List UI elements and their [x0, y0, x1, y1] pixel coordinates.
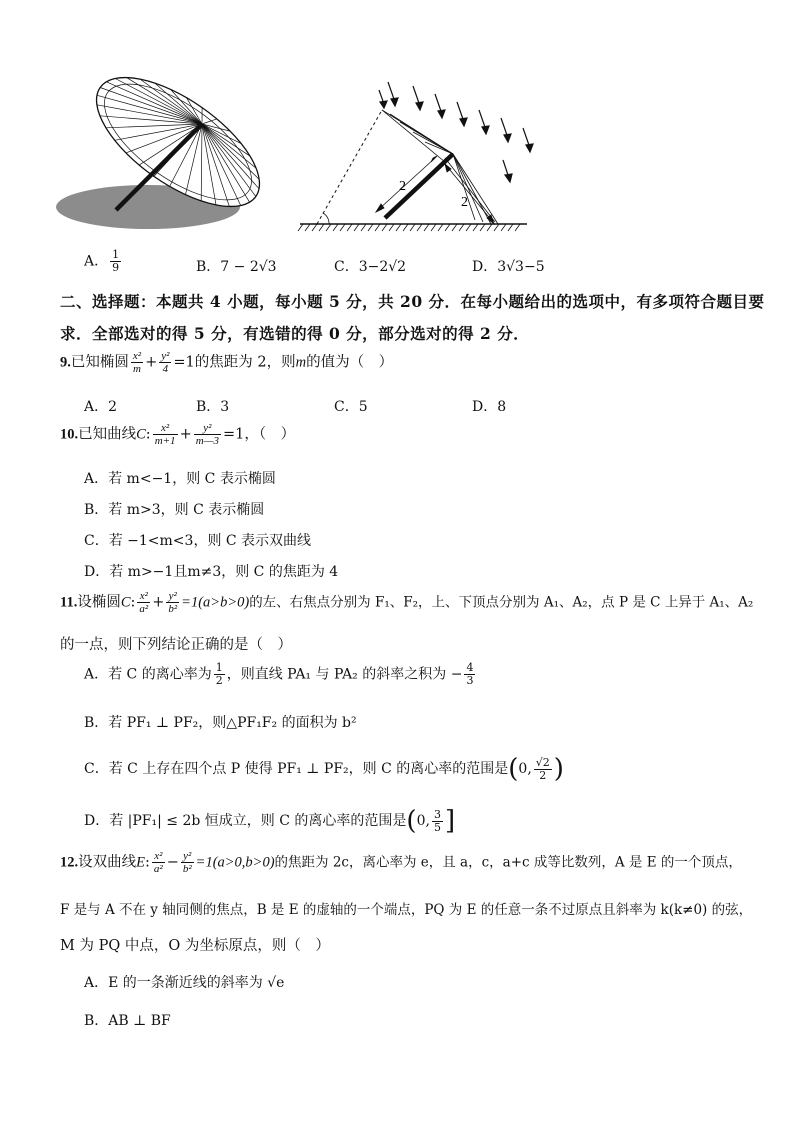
q10-option-b[interactable]: B．若 m>3，则 C 表示椭圆 — [84, 502, 265, 518]
equation-condition: =1(a>b>0) — [181, 594, 250, 611]
ground-hatch-mark — [305, 224, 310, 231]
ground-hatch-mark — [375, 224, 380, 231]
question-text: 的左、右焦点分别为 F₁、F₂，上、下顶点分别为 A₁、A₂，点 P 是 C 上异于 A₁、A₂ — [249, 594, 754, 611]
option-text: A．若 C 的离心率为 — [84, 666, 212, 683]
q9-option-a[interactable]: A．2 — [84, 399, 118, 415]
ground-hatch-mark — [473, 224, 478, 231]
fraction-denominator: b² — [182, 863, 192, 875]
fraction-denominator: m — [132, 363, 141, 375]
q10-option-c[interactable]: C．若 −1<m<3，则 C 表示双曲线 — [84, 533, 312, 549]
ground-hatch-mark — [368, 224, 373, 231]
fraction-denominator: 5 — [433, 820, 441, 834]
option-label: A． — [84, 253, 109, 270]
colon: : — [144, 854, 150, 871]
ground-hatch-mark — [340, 224, 345, 231]
option-text: C．若 C 上存在四个点 P 使得 PF₁ ⊥ PF₂，则 C 的离心率的范围是 — [84, 761, 509, 777]
sunlight-arrows — [379, 82, 533, 182]
question-9 — [60, 350, 393, 375]
q8-option-b[interactable]: B．7 − 2√3 — [196, 259, 277, 275]
umbrella-pole — [385, 154, 453, 218]
shadow-ray — [317, 110, 382, 224]
q9-option-c[interactable]: C．5 — [334, 399, 368, 415]
dimension-label-right: 2 — [461, 195, 468, 210]
question-number: 11. — [60, 594, 78, 611]
q11-option-b[interactable]: B．若 PF₁ ⊥ PF₂，则△PF₁F₂ 的面积为 b² — [84, 715, 357, 731]
fraction-numerator: 1 — [112, 248, 120, 261]
ground-hatch-mark — [466, 224, 471, 231]
interval-low: 0, — [416, 813, 430, 829]
ground-hatch-mark — [382, 224, 387, 231]
question-text: 的值为（ ） — [306, 354, 394, 371]
q8-option-d[interactable]: D．3√3−5 — [472, 259, 545, 275]
ground-hatch-mark — [452, 224, 457, 231]
dimension-label-left: 2 — [399, 179, 406, 194]
minus-sign: − — [166, 854, 179, 871]
ground-hatch-mark — [410, 224, 415, 231]
ground-hatch-mark — [354, 224, 359, 231]
ground-hatch-mark — [312, 224, 317, 231]
colon: : — [130, 594, 136, 611]
question-text: 的焦距为 2c，离心率为 e，且 a，c，a+c 成等比数列，A 是 E 的一个顶点， — [274, 854, 742, 871]
fraction-numerator: y² — [181, 850, 194, 863]
section-heading-line1: 二、选择题：本题共 4 小题，每小题 5 分，共 20 分．在每小题给出的选项中，有多项符合题目要 — [60, 292, 765, 311]
fraction-numerator: x² — [153, 422, 178, 435]
ground-hatch-mark — [515, 224, 520, 231]
ground-hatch-mark — [326, 224, 331, 231]
ground-hatch-mark — [298, 224, 303, 231]
q12-option-b[interactable]: B．AB ⊥ BF — [84, 1013, 171, 1029]
question-11-line2: 的一点，则下列结论正确的是（ ） — [60, 637, 292, 653]
ground-hatch-mark — [508, 224, 513, 231]
fraction-denominator: 4 — [162, 363, 169, 375]
q9-option-b[interactable]: B．3 — [196, 399, 230, 415]
q11-option-c[interactable] — [84, 754, 564, 784]
fraction-denominator: a² — [139, 603, 149, 615]
question-text: 的焦距为 2，则 — [194, 354, 296, 371]
fraction-denominator: m+1 — [154, 435, 176, 447]
fraction-denominator: 9 — [112, 261, 120, 274]
ground-hatch-mark — [480, 224, 485, 231]
equals: =1 — [173, 354, 195, 371]
variable: E — [136, 854, 145, 871]
question-12 — [60, 850, 742, 875]
q12-option-a[interactable]: A．E 的一条渐近线的斜率为 √e — [84, 975, 285, 991]
fraction-denominator: b² — [168, 603, 178, 615]
equation-condition: =1(a>0,b>0) — [195, 854, 275, 871]
fraction-numerator: y² — [194, 422, 221, 435]
colon: : — [145, 426, 151, 443]
plus-sign: + — [152, 594, 165, 611]
plus-sign: + — [179, 426, 192, 443]
variable: C — [136, 426, 146, 443]
fraction-denominator: 3 — [466, 674, 474, 687]
ground-hatch-mark — [403, 224, 408, 231]
angle-arc — [323, 213, 329, 224]
ground-hatch-mark — [501, 224, 506, 231]
fraction-numerator: x² — [152, 850, 165, 863]
ground-hatch-mark — [347, 224, 352, 231]
ground-hatch-mark — [438, 224, 443, 231]
q11-option-d[interactable] — [84, 806, 455, 836]
open-paren: ( — [508, 754, 519, 784]
question-number: 10. — [60, 426, 79, 443]
ground-hatch-mark — [396, 224, 401, 231]
q11-option-a[interactable] — [84, 662, 477, 687]
close-paren: ) — [553, 754, 564, 784]
question-number: 12. — [60, 854, 79, 871]
fraction-denominator: 2 — [215, 674, 223, 687]
ground-hatch-mark — [431, 224, 436, 231]
ground-hatch-mark — [319, 224, 324, 231]
option-text: D．若 |PF₁| ≤ 2b 恒成立，则 C 的离心率的范围是 — [84, 813, 407, 829]
ground-hatch-mark — [361, 224, 366, 231]
umbrella-figure-left — [50, 70, 265, 240]
variable: m — [295, 354, 307, 371]
ground-hatch-mark — [459, 224, 464, 231]
ground-hatch-mark — [487, 224, 492, 231]
fraction-denominator: m—3 — [195, 435, 219, 447]
open-paren: ( — [406, 806, 417, 836]
question-text: 设双曲线 — [78, 854, 137, 871]
variable: C — [120, 594, 131, 611]
question-text: 已知椭圆 — [70, 354, 129, 371]
fraction-numerator: x² — [132, 350, 142, 362]
question-12-line2: F 是与 A 不在 y 轴同侧的焦点，B 是 E 的虚轴的一个端点，PQ 为 E 的任意一条不过原点且斜率为 k(k≠0) 的弦， — [60, 902, 753, 918]
option-text: ，则直线 PA₁ 与 PA₂ 的斜率之积为 − — [226, 666, 463, 683]
section-heading-line2: 求．全部选对的得 5 分，有选错的得 0 分，部分选对的得 2 分． — [60, 324, 530, 343]
fraction-numerator: 4 — [466, 661, 474, 674]
question-10 — [60, 422, 295, 447]
close-bracket: ] — [444, 806, 456, 836]
fraction-denominator: a² — [153, 863, 163, 875]
fraction-numerator: 3 — [433, 807, 441, 821]
plus-sign: + — [145, 354, 158, 371]
ground-hatch-mark — [445, 224, 450, 231]
q8-option-a[interactable] — [84, 249, 123, 274]
question-12-line3: M 为 PQ 中点，O 为坐标原点，则（ ） — [60, 938, 330, 954]
fraction-numerator: y² — [161, 350, 170, 362]
ground-hatch-mark — [333, 224, 338, 231]
fraction-denominator: 2 — [539, 768, 547, 782]
ground-hatch-mark — [389, 224, 394, 231]
q10-option-d[interactable]: D．若 m>−1且m≠3，则 C 的焦距为 4 — [84, 564, 339, 580]
question-text: =1，（ ） — [222, 426, 296, 443]
umbrella-diagram-right — [295, 72, 535, 237]
question-11 — [60, 590, 753, 615]
question-number: 9. — [60, 354, 71, 371]
fraction-numerator: √2 — [535, 755, 550, 769]
fraction-numerator: x² — [137, 590, 150, 603]
q10-option-a[interactable]: A．若 m<−1，则 C 表示椭圆 — [84, 471, 276, 487]
fraction-numerator: 1 — [215, 661, 223, 674]
fraction-numerator: y² — [166, 590, 179, 603]
ground-hatch-mark — [424, 224, 429, 231]
q8-option-c[interactable]: C．3−2√2 — [334, 259, 407, 275]
question-text: 已知曲线 — [78, 426, 137, 443]
ground-hatch-mark — [417, 224, 422, 231]
interval-low: 0, — [518, 761, 532, 777]
question-text: 设椭圆 — [77, 594, 121, 611]
q9-option-d[interactable]: D．8 — [472, 399, 507, 415]
